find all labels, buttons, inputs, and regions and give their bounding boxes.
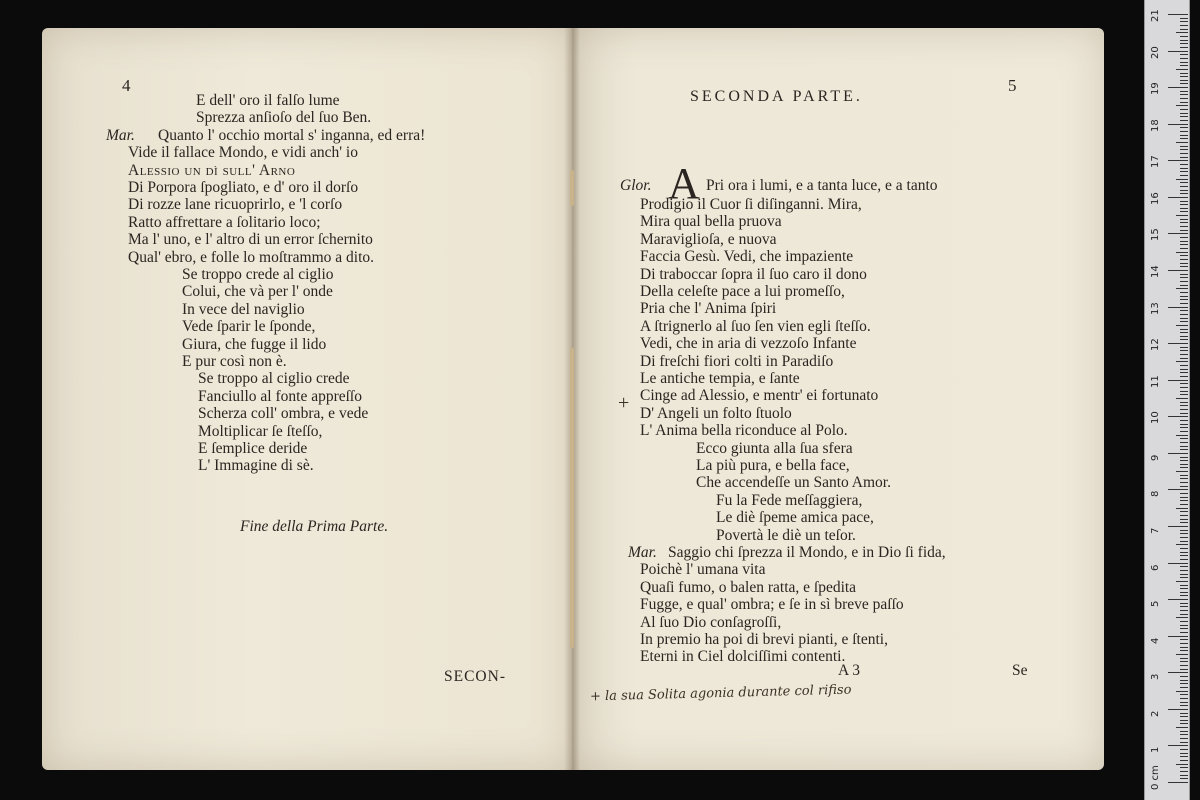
ruler-tick <box>1176 179 1188 180</box>
ruler-tick <box>1180 376 1188 377</box>
ruler-tick <box>1176 398 1188 399</box>
ruler-tick <box>1180 478 1188 479</box>
ruler-tick <box>1176 325 1188 326</box>
ruler-tick <box>1180 222 1188 223</box>
ruler-tick <box>1180 504 1188 505</box>
ruler-tick <box>1180 146 1188 147</box>
ruler-tick <box>1180 182 1188 183</box>
right-page-text-line: Prodigio il Cuor ſi diſinganni. Mira, <box>640 196 862 213</box>
ruler-tick <box>1180 21 1188 22</box>
ruler-tick <box>1180 65 1188 66</box>
ruler-tick <box>1180 241 1188 242</box>
ruler-tick <box>1180 621 1188 622</box>
ruler-tick <box>1180 314 1188 315</box>
speaker-label: Mar. <box>628 544 657 561</box>
left-page-text-line: Se troppo crede al ciglio <box>182 266 334 283</box>
ruler-tick <box>1180 354 1188 355</box>
ruler-tick <box>1176 581 1188 582</box>
left-page-text-line: Ma l' uno, e l' altro di un error ſchernito <box>128 231 373 249</box>
ruler-label: 8 <box>1150 491 1161 498</box>
ruler-tick <box>1168 124 1188 125</box>
right-page-text-line: Le antiche tempia, e ſante <box>640 370 800 387</box>
ruler-tick <box>1180 446 1188 447</box>
left-page-text-line: L' Immagine di sè. <box>198 457 314 475</box>
ruler-tick <box>1180 771 1188 772</box>
right-page-number: 5 <box>1008 76 1017 95</box>
ruler-tick <box>1180 405 1188 406</box>
ruler-tick <box>1180 25 1188 26</box>
ruler-tick <box>1168 563 1188 564</box>
ruler-label: 20 <box>1150 45 1161 59</box>
ruler-tick <box>1180 43 1188 44</box>
ruler-tick <box>1180 574 1188 575</box>
ruler-tick <box>1180 116 1188 117</box>
left-page-text-line: Quanto l' occhio mortal s' inganna, ed erra! <box>158 126 426 144</box>
ruler-label: 9 <box>1150 454 1161 461</box>
ruler-tick <box>1180 127 1188 128</box>
ruler-tick <box>1180 208 1188 209</box>
ruler-label: 2 <box>1150 710 1161 717</box>
ruler-tick <box>1180 29 1188 30</box>
ruler-tick <box>1180 244 1188 245</box>
left-page-text-line: Colui, che và per l' onde <box>182 283 333 301</box>
ruler-tick <box>1180 259 1188 260</box>
ruler-tick <box>1180 614 1188 615</box>
ruler-tick <box>1180 632 1188 633</box>
binding-thread-top <box>570 170 574 206</box>
ruler-tick <box>1180 698 1188 699</box>
ruler-tick <box>1180 138 1188 139</box>
ruler-tick <box>1180 168 1188 169</box>
ruler-tick <box>1180 387 1188 388</box>
ruler-tick <box>1180 457 1188 458</box>
right-page-text-line: A ſtrignerlo al ſuo ſen vien egli ſteſſo. <box>640 317 871 335</box>
ruler-tick <box>1176 727 1188 728</box>
ruler-tick <box>1180 767 1188 768</box>
ruler-tick <box>1180 83 1188 84</box>
binding-thread-lower <box>570 348 574 648</box>
right-page-text-line: Ecco giunta alla ſua sfera <box>696 439 853 457</box>
ruler-label: 19 <box>1150 82 1161 96</box>
left-page-text-line: E dell' oro il falſo lume <box>196 92 340 109</box>
ruler-tick <box>1180 193 1188 194</box>
right-page-text-line: Maraviglioſa, e nuova <box>640 230 777 248</box>
ruler-label: 7 <box>1150 527 1161 534</box>
ruler-tick <box>1180 449 1188 450</box>
ruler-tick <box>1180 248 1188 249</box>
right-page-text-line: Vedi, che in aria di vezzoſo Infante <box>640 335 857 353</box>
ruler-tick <box>1180 497 1188 498</box>
ruler-tick <box>1180 332 1188 333</box>
ruler-tick <box>1180 705 1188 706</box>
ruler-tick <box>1176 691 1188 692</box>
ruler-tick <box>1180 211 1188 212</box>
ruler-tick <box>1180 391 1188 392</box>
ruler-tick <box>1180 153 1188 154</box>
ruler-tick <box>1168 14 1188 15</box>
ruler-tick <box>1180 40 1188 41</box>
ruler-tick <box>1180 713 1188 714</box>
right-page-text-line: Poichè l' umana vita <box>640 561 766 579</box>
ruler-label: 1 <box>1150 747 1161 754</box>
right-page-text-line: Mira qual bella pruova <box>640 213 782 231</box>
ruler-tick <box>1180 230 1188 231</box>
signature-mark: A 3 <box>838 662 860 679</box>
left-page-text-line: Vede ſparir le ſponde, <box>182 318 316 336</box>
ruler-label: 16 <box>1150 192 1161 205</box>
ruler-tick <box>1180 702 1188 703</box>
right-page-text-line: Cinge ad Alessio, e mentr' ei fortunato <box>640 387 879 405</box>
ruler-tick <box>1176 544 1188 545</box>
ruler-tick <box>1180 628 1188 629</box>
speaker-label: Mar. <box>106 126 135 144</box>
ruler-tick <box>1180 54 1188 55</box>
ruler-tick <box>1176 32 1188 33</box>
ruler-tick <box>1180 383 1188 384</box>
ruler-tick <box>1180 723 1188 724</box>
ruler-tick <box>1180 336 1188 337</box>
left-page-text-line: E ſemplice deride <box>198 440 308 457</box>
ruler-tick <box>1180 541 1188 542</box>
ruler-tick <box>1168 270 1188 271</box>
ruler-tick <box>1180 186 1188 187</box>
ruler-tick <box>1180 592 1188 593</box>
right-page-text-line: Saggio chi ſprezza il Mondo, e in Dio ſi fida, <box>668 544 946 561</box>
ruler-label: 11 <box>1150 374 1161 388</box>
left-page-text-line: Se troppo al ciglio crede <box>198 370 350 388</box>
right-page-text-line: Faccia Gesù. Vedi, che impaziente <box>640 248 854 266</box>
ruler-tick <box>1180 778 1188 779</box>
ruler-tick <box>1180 606 1188 607</box>
ruler-tick <box>1180 603 1188 604</box>
ruler-tick <box>1180 36 1188 37</box>
ruler-tick <box>1168 307 1188 308</box>
end-of-part-note: Fine della Prima Parte. <box>240 518 389 535</box>
left-page-text-line: Di Porpora ſpogliato, e d' oro il dorſo <box>128 179 359 196</box>
ruler-tick <box>1168 416 1188 417</box>
ruler-tick <box>1180 424 1188 425</box>
ruler-tick <box>1176 764 1188 765</box>
ruler-tick <box>1176 69 1188 70</box>
ruler-tick <box>1176 471 1188 472</box>
ruler-tick <box>1180 310 1188 311</box>
speaker-label: Glor. <box>620 177 652 194</box>
ruler-tick <box>1168 160 1188 161</box>
ruler-tick <box>1168 636 1188 637</box>
ruler-tick <box>1180 73 1188 74</box>
ruler-tick <box>1180 402 1188 403</box>
ruler-label: 21 <box>1150 9 1161 22</box>
ruler-tick <box>1180 511 1188 512</box>
ruler-label: 10 <box>1150 411 1161 425</box>
handwritten-annotation: + la sua Solita agonia durante col rifiso <box>589 682 852 705</box>
ruler-tick <box>1180 277 1188 278</box>
right-page-text-line: In premio ha poi di brevi pianti, e ſtenti, <box>640 631 888 648</box>
ruler-tick <box>1168 233 1188 234</box>
ruler-tick <box>1180 413 1188 414</box>
ruler-tick <box>1180 482 1188 483</box>
ruler-label: 12 <box>1150 338 1161 352</box>
ruler-tick <box>1168 672 1188 673</box>
ruler-label: 13 <box>1150 301 1161 315</box>
left-page-text-line: Di rozze lane ricuoprirlo, e 'l corſo <box>128 196 343 214</box>
ruler-tick <box>1176 288 1188 289</box>
ruler-tick <box>1180 109 1188 110</box>
ruler-tick <box>1180 292 1188 293</box>
ruler-tick <box>1180 738 1188 739</box>
ruler-tick <box>1180 98 1188 99</box>
ruler-tick <box>1180 756 1188 757</box>
ruler-tick <box>1180 62 1188 63</box>
right-page-text-line: Fu la Fede meſſaggiera, <box>716 491 863 509</box>
ruler-tick <box>1180 164 1188 165</box>
ruler-label: 0 cm <box>1150 765 1161 790</box>
first-line: Pri ora i lumi, e a tanta luce, e a tanto <box>706 177 938 194</box>
ruler-tick <box>1180 566 1188 567</box>
left-page-text-line: Fanciullo al fonte appreſſo <box>198 387 362 405</box>
left-page-text-line: Moltiplicar ſe ſteſſo, <box>198 422 323 440</box>
ruler-tick <box>1180 555 1188 556</box>
ruler-tick <box>1180 102 1188 103</box>
ruler-tick <box>1180 226 1188 227</box>
ruler-label: 15 <box>1150 228 1161 242</box>
ruler-tick <box>1180 720 1188 721</box>
left-page-text-line: E pur così non è. <box>182 353 287 370</box>
ruler-tick <box>1180 588 1188 589</box>
ruler-tick <box>1180 372 1188 373</box>
ruler-tick <box>1180 650 1188 651</box>
ruler-tick <box>1176 435 1188 436</box>
ruler-label: 17 <box>1150 155 1161 169</box>
left-page-number: 4 <box>122 76 131 95</box>
ruler-tick <box>1180 76 1188 77</box>
ruler-tick <box>1180 18 1188 19</box>
ruler-tick <box>1180 204 1188 205</box>
ruler-tick <box>1180 431 1188 432</box>
ruler-tick <box>1168 709 1188 710</box>
left-catchword: SECON- <box>444 668 506 685</box>
ruler-tick <box>1176 654 1188 655</box>
ruler-tick <box>1180 409 1188 410</box>
right-page-text-line: Al ſuo Dio conſagroſſi, <box>640 613 782 631</box>
right-page-text-line: L' Anima bella riconduce al Polo. <box>640 422 848 440</box>
ruler-label: 5 <box>1150 600 1161 608</box>
ruler-tick <box>1180 559 1188 560</box>
ruler-tick <box>1180 475 1188 476</box>
ruler-tick <box>1180 643 1188 644</box>
ruler-tick <box>1168 453 1188 454</box>
ruler-tick <box>1180 647 1188 648</box>
right-page-text-line: Di freſchi fiori colti in Paradiſo <box>640 352 834 370</box>
ruler-tick <box>1180 639 1188 640</box>
ruler-tick <box>1180 460 1188 461</box>
ruler-tick <box>1180 753 1188 754</box>
ruler-tick <box>1180 274 1188 275</box>
left-page-text-line: Scherza coll' ombra, e vede <box>198 405 369 423</box>
ruler-tick <box>1180 595 1188 596</box>
ruler-tick <box>1180 394 1188 395</box>
ruler-tick <box>1180 548 1188 549</box>
ruler-tick <box>1180 94 1188 95</box>
section-heading: SECONDA PARTE. <box>690 88 863 105</box>
ruler-tick <box>1180 303 1188 304</box>
ruler-tick <box>1180 749 1188 750</box>
left-page-text-line: Ratto affrettare a ſolitario loco; <box>128 213 321 231</box>
ruler-tick <box>1180 321 1188 322</box>
ruler-tick <box>1180 285 1188 286</box>
ruler-tick <box>1180 625 1188 626</box>
ruler-tick <box>1180 500 1188 501</box>
right-page-text-line: Della celeſte pace a lui promeſſo, <box>640 283 845 300</box>
ruler-label: 4 <box>1150 637 1161 644</box>
ruler-tick <box>1180 493 1188 494</box>
ruler-tick <box>1180 58 1188 59</box>
ruler-tick <box>1180 329 1188 330</box>
right-page-text-line: La più pura, e bella face, <box>696 457 850 474</box>
ruler-tick <box>1180 731 1188 732</box>
ruler-tick <box>1176 617 1188 618</box>
ruler-tick <box>1180 201 1188 202</box>
ruler-tick <box>1180 369 1188 370</box>
right-page-text-line: Eterni in Ciel dolciſſimi contenti. <box>640 648 846 666</box>
ruler-tick <box>1168 197 1188 198</box>
ruler-tick <box>1180 190 1188 191</box>
ruler-tick <box>1176 252 1188 253</box>
ruler-tick <box>1180 131 1188 132</box>
right-page-text-line: Fugge, e qual' ombra; e ſe in sì breve paſſo <box>640 596 904 614</box>
ruler-tick <box>1180 347 1188 348</box>
ruler-tick <box>1180 658 1188 659</box>
ruler-tick <box>1180 365 1188 366</box>
ruler-tick <box>1180 175 1188 176</box>
ruler-tick <box>1180 438 1188 439</box>
ruler-tick <box>1180 610 1188 611</box>
ruler-tick <box>1180 467 1188 468</box>
ruler-tick <box>1180 585 1188 586</box>
ruler-tick <box>1180 522 1188 523</box>
ruler-tick <box>1180 734 1188 735</box>
right-page-text-line: D' Angeli un folto ſtuolo <box>640 404 792 422</box>
ruler-tick <box>1180 687 1188 688</box>
ruler-tick <box>1180 665 1188 666</box>
ruler-tick <box>1180 219 1188 220</box>
ruler-tick <box>1180 296 1188 297</box>
right-page-text-line: Povertà le diè un teſor. <box>716 526 856 544</box>
ruler-tick <box>1180 577 1188 578</box>
ruler-tick <box>1180 742 1188 743</box>
right-page-text-line: Che accendeſſe un Santo Amor. <box>696 474 891 492</box>
left-page-text-line: Qual' ebro, e folle lo moſtrammo a dito. <box>128 248 374 266</box>
ruler-tick <box>1180 661 1188 662</box>
right-page-text-line: Pria che l' Anima ſpiri <box>640 300 777 318</box>
ruler-tick <box>1180 237 1188 238</box>
ruler-label: 18 <box>1150 118 1161 132</box>
ruler-tick <box>1180 339 1188 340</box>
ruler-tick <box>1168 343 1188 344</box>
ruler-tick <box>1168 51 1188 52</box>
ruler-tick <box>1180 486 1188 487</box>
ruler-tick <box>1180 47 1188 48</box>
ruler-tick <box>1180 255 1188 256</box>
ruler-tick <box>1176 361 1188 362</box>
drop-cap: A <box>668 159 700 208</box>
ruler-tick <box>1180 80 1188 81</box>
ruler-tick <box>1180 683 1188 684</box>
ruler-tick <box>1168 380 1188 381</box>
ruler-tick <box>1180 350 1188 351</box>
ruler-tick <box>1180 760 1188 761</box>
ruler-tick <box>1180 263 1188 264</box>
ruler-tick <box>1180 358 1188 359</box>
ruler-tick <box>1180 113 1188 114</box>
ruler-tick <box>1180 149 1188 150</box>
left-page-text-line: In vece del naviglio <box>182 300 305 318</box>
ruler-tick <box>1168 782 1188 783</box>
ruler-label: 3 <box>1150 673 1161 681</box>
ruler-tick <box>1180 442 1188 443</box>
ruler-tick <box>1180 552 1188 553</box>
ruler-tick <box>1180 716 1188 717</box>
right-page-text-line: Le diè ſpeme amica pace, <box>716 509 874 527</box>
ruler-label: 14 <box>1150 265 1161 278</box>
ruler-tick <box>1180 676 1188 677</box>
margin-cross-mark: + <box>618 392 630 414</box>
ruler-tick <box>1180 318 1188 319</box>
ruler-tick <box>1180 464 1188 465</box>
left-page-text-line: Alessio un dì ſull' Arno <box>128 161 296 179</box>
ruler-tick <box>1168 87 1188 88</box>
ruler-tick <box>1180 515 1188 516</box>
ruler-tick <box>1180 157 1188 158</box>
ruler-tick <box>1168 745 1188 746</box>
ruler-tick <box>1176 105 1188 106</box>
right-catchword: Se <box>1012 662 1028 679</box>
right-page-text-line: Quaſi fumo, o balen ratta, e ſpedita <box>640 578 857 596</box>
ruler-tick <box>1180 120 1188 121</box>
ruler-tick <box>1176 142 1188 143</box>
ruler-tick <box>1180 570 1188 571</box>
ruler-tick <box>1180 533 1188 534</box>
ruler-tick <box>1180 427 1188 428</box>
ruler-tick <box>1176 215 1188 216</box>
ruler-tick <box>1176 508 1188 509</box>
ruler-tick <box>1180 694 1188 695</box>
right-page-text-line: Di traboccar ſopra il ſuo caro il dono <box>640 265 867 283</box>
ruler-label: 6 <box>1150 564 1161 571</box>
ruler-tick <box>1180 530 1188 531</box>
ruler-tick <box>1180 171 1188 172</box>
ruler-tick <box>1180 420 1188 421</box>
ruler-tick <box>1180 669 1188 670</box>
ruler-tick <box>1180 135 1188 136</box>
ruler-tick <box>1168 526 1188 527</box>
ruler-tick <box>1180 680 1188 681</box>
left-page-text-line: Giura, che fugge il lido <box>182 335 327 353</box>
left-page-text-line: Sprezza anſioſo del ſuo Ben. <box>196 109 372 127</box>
ruler-tick <box>1180 519 1188 520</box>
ruler-tick <box>1168 599 1188 600</box>
left-page-text-line: Vide il fallace Mondo, e vidi anch' io <box>128 144 358 162</box>
ruler-tick <box>1180 775 1188 776</box>
ruler-tick <box>1180 299 1188 300</box>
ruler-tick <box>1180 91 1188 92</box>
ruler-tick <box>1180 281 1188 282</box>
ruler-tick <box>1168 489 1188 490</box>
ruler-tick <box>1180 266 1188 267</box>
ruler-tick <box>1180 537 1188 538</box>
